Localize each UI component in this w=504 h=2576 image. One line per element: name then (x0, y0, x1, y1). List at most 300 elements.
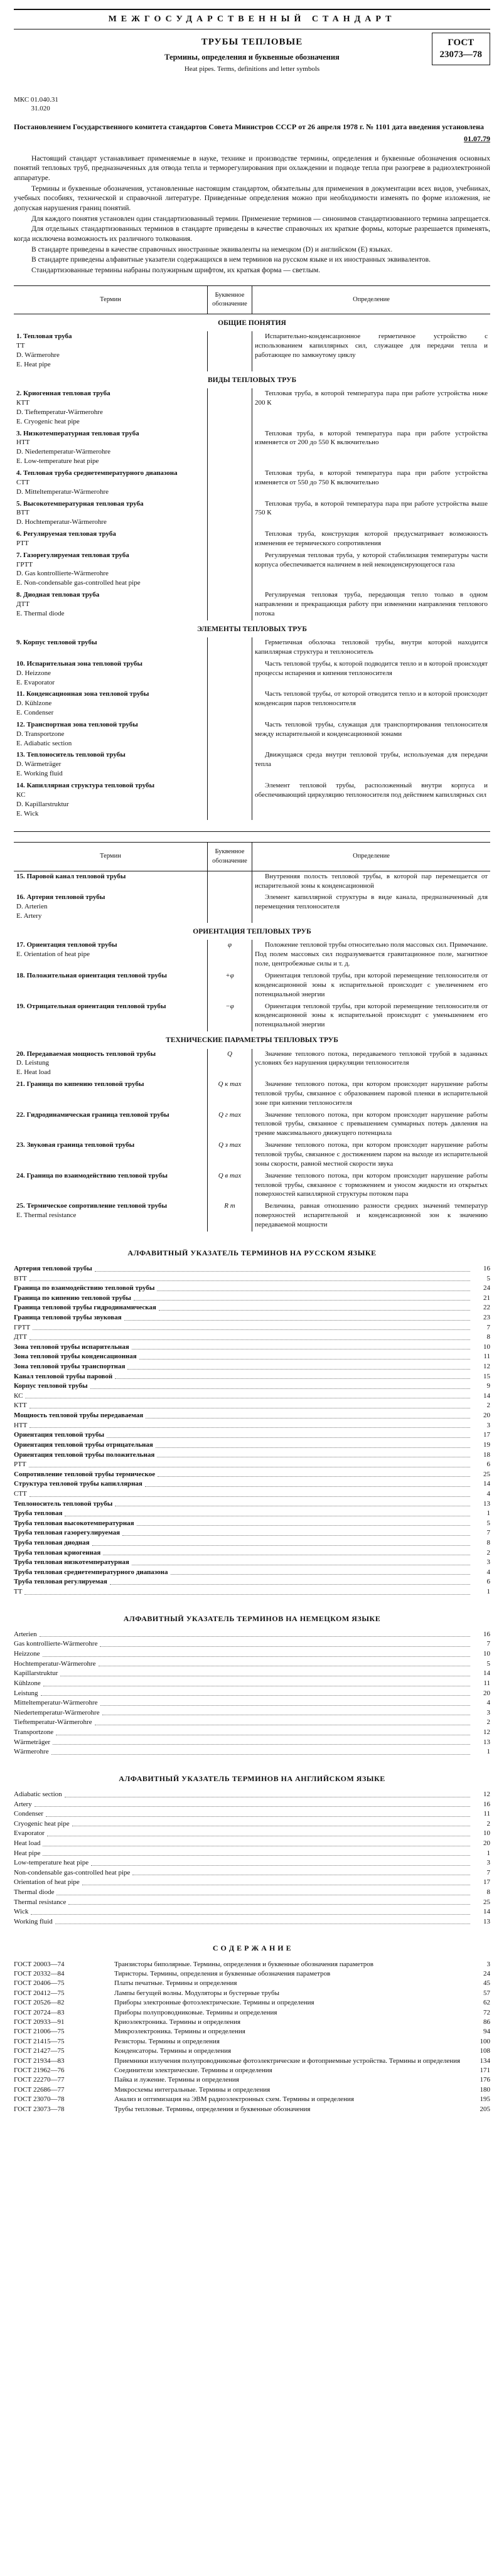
term-row (14, 468, 490, 499)
term-symbol (208, 780, 252, 820)
mks-line: МКС 01.040.31 (14, 95, 58, 104)
leader-dots (171, 1568, 471, 1575)
index-term: Cryogenic heat pipe (14, 1819, 70, 1828)
term-name: 1. Тепловая труба (16, 333, 72, 341)
index-list (14, 1264, 490, 1597)
leader-dots (157, 1450, 470, 1458)
term-equivalent: E. Condenser (16, 709, 54, 717)
index-german (14, 1614, 490, 1757)
index-entry (14, 1868, 490, 1878)
index-number: 4 (486, 1699, 490, 1707)
toc-entry (14, 2027, 490, 2036)
index-number: 8 (486, 1333, 490, 1341)
index-term: Heizzone (14, 1650, 40, 1658)
toc-entry (14, 2046, 490, 2056)
term-name: 21. Граница по кипению тепловой трубы (16, 1080, 144, 1088)
term-definition: Движущаяся среда внутри тепловой трубы, используемая для передачи тепла (255, 751, 488, 769)
leader-dots (43, 1679, 470, 1686)
terms-table-continued (14, 842, 490, 1231)
toc-entry (14, 2075, 490, 2085)
toc-page: 180 (480, 2085, 490, 2094)
index-entry (14, 1819, 490, 1829)
leader-dots (100, 1698, 470, 1706)
term-equivalent: E. Cryogenic heat pipe (16, 417, 80, 425)
toc-entry (14, 2037, 490, 2046)
term-equivalent: D. Tieftemperatur-Wärmerohre (16, 408, 103, 416)
table-header-row (14, 285, 490, 314)
leader-dots (107, 1430, 470, 1438)
toc-description: Приборы полупроводниковые. Термины и определения (114, 2008, 277, 2016)
term-equivalent: ГРТТ (16, 560, 33, 568)
term-definition: Внутренняя полость тепловой трубы, в которой пар перемещается от испарительной зоны к конденсационной (255, 872, 488, 890)
term-equivalent: E. Evaporator (16, 678, 55, 686)
term-cell (14, 720, 208, 750)
index-number: 23 (483, 1313, 490, 1321)
index-number: 6 (486, 1578, 490, 1586)
term-cell (14, 1171, 208, 1201)
leader-dots (159, 1303, 470, 1311)
toc-description: Резисторы. Термины и определения (114, 2037, 220, 2045)
terms-table-body (14, 871, 490, 1232)
gost-designation (432, 33, 491, 65)
index-entry (14, 1352, 490, 1362)
index-entry (14, 1323, 490, 1333)
term-equivalent: E. Heat pipe (16, 360, 51, 368)
term-cell (14, 529, 208, 550)
term-definition: Значение теплового потока, при котором происходит нарушение работы тепловой трубы, связанное с образованием паровой пленки в испарительной зоне при кипении теплоносителя (255, 1080, 488, 1107)
index-entry (14, 1362, 490, 1372)
term-row (14, 1049, 490, 1080)
leader-dots (65, 1509, 470, 1516)
index-number: 4 (486, 1568, 490, 1576)
index-number: 12 (483, 1790, 490, 1798)
term-definition: Часть тепловой трубы, к которой подводится тепло и в которой происходят процессы испарения и кипения теплоносителя (255, 659, 488, 677)
term-equivalent: ВТТ (16, 509, 29, 517)
term-symbol (208, 590, 252, 620)
index-entry (14, 1708, 490, 1718)
index-entry (14, 1294, 490, 1304)
index-entry (14, 1538, 490, 1548)
term-symbol (208, 428, 252, 468)
index-term: Труба тепловая регулируемая (14, 1578, 107, 1586)
index-entry (14, 1587, 490, 1597)
term-name: 8. Диодная тепловая труба (16, 591, 100, 599)
toc-gost: ГОСТ 21415—75 (14, 2037, 65, 2045)
index-entry (14, 1499, 490, 1509)
term-cell (14, 659, 208, 689)
term-symbol (208, 871, 252, 892)
term-cell (14, 550, 208, 590)
term-definition: Часть тепловой трубы, от которой отводится тепло и в которой происходит конденсация паров теплоносителя (255, 690, 488, 708)
toc-page: 134 (480, 2057, 490, 2065)
document-subtitle-en: Heat pipes. Terms, definitions and letter symbols (184, 65, 320, 73)
term-symbol: Q в max (208, 1171, 252, 1201)
index-term: НТТ (14, 1421, 28, 1429)
index-entry (14, 1849, 490, 1859)
index-title: АЛФАВИТНЫЙ УКАЗАТЕЛЬ ТЕРМИНОВ НА АНГЛИЙСКОМ ЯЗЫКЕ (119, 1774, 385, 1783)
index-number: 11 (483, 1353, 490, 1361)
index-entry (14, 1858, 490, 1868)
term-row (14, 1171, 490, 1201)
leader-dots (60, 1669, 470, 1676)
leader-dots (68, 1898, 470, 1905)
term-symbol (208, 750, 252, 780)
leader-dots (115, 1499, 470, 1507)
index-term: Граница по кипению тепловой трубы (14, 1294, 131, 1302)
toc-entry (14, 2066, 490, 2075)
intro-paragraph: В стандарте приведены алфавитные указатели содержащихся в нем терминов на русском языке и их иностранных эквивалентов. (31, 255, 431, 264)
index-term: Arterien (14, 1630, 37, 1638)
term-row (14, 689, 490, 720)
index-term: Ориентация тепловой трубы (14, 1431, 105, 1439)
term-name: 5. Высокотемпературная тепловая труба (16, 499, 144, 508)
term-cell (14, 1049, 208, 1080)
index-term: Зона тепловой трубы испарительная (14, 1343, 129, 1351)
term-definition: Значение теплового потока, при котором происходит нарушение работы тепловой трубы, связанное с достижением паром на выходе из испарительной зоны скорости, равной местной скорости звука (255, 1141, 488, 1168)
term-definition: Ориентация тепловой трубы, при которой перемещение теплоносителя от конденсационной зоны к испарительной происходит с уменьшением его потенциальной энергии (255, 1002, 488, 1029)
introduction (14, 154, 490, 275)
term-row (14, 550, 490, 590)
term-name: 22. Гидродинамическая граница тепловой трубы (16, 1110, 169, 1119)
term-cell (14, 1140, 208, 1171)
index-term: Artery (14, 1800, 32, 1808)
index-entry (14, 1313, 490, 1323)
index-number: 25 (483, 1898, 490, 1906)
gost-number: 23073—78 (439, 49, 482, 60)
toc-page: 62 (483, 1999, 490, 2007)
term-row (14, 1079, 490, 1110)
leader-dots (102, 1708, 470, 1716)
index-number: 18 (483, 1450, 490, 1459)
term-row (14, 1110, 490, 1141)
index-number: 10 (483, 1650, 490, 1658)
toc-description: Тиристоры. Термины, определения и буквенные обозначения параметров (114, 1970, 331, 1978)
term-definition: Величина, равная отношению разности средних значений температур поверхностей испарительной и конденсационной зон к значению передаваемой мощности (255, 1202, 488, 1228)
leader-dots (146, 1411, 470, 1418)
toc-gost: ГОСТ 20724—83 (14, 2008, 65, 2016)
index-entry (14, 1381, 490, 1392)
intro-paragraph: Для отдельных стандартизованных терминов в стандарте приведены в качестве справочных их краткие формы, которые разрешается применять, когда исключена возможность их различного толкования. (14, 225, 490, 243)
toc-gost: ГОСТ 20412—75 (14, 1989, 65, 1997)
index-english (14, 1774, 490, 1927)
section-heading-row (14, 1031, 490, 1049)
index-entry (14, 1421, 490, 1431)
index-entry (14, 1917, 490, 1927)
toc-gost: ГОСТ 21006—75 (14, 2028, 65, 2036)
term-row (14, 720, 490, 750)
index-entry (14, 1401, 490, 1411)
toc-entry (14, 1960, 490, 1969)
index-number: 20 (483, 1689, 490, 1697)
index-term: Leistung (14, 1689, 38, 1697)
toc-entry (14, 2018, 490, 2027)
toc-description: Анализ и оптимизация на ЭВМ радиоэлектронных схем. Термины и определения (114, 2095, 354, 2104)
index-number: 6 (486, 1461, 490, 1469)
toc-page: 72 (483, 2008, 490, 2016)
index-entry (14, 1430, 490, 1440)
index-number: 3 (486, 1708, 490, 1716)
leader-dots (90, 1381, 470, 1389)
term-cell (14, 1001, 208, 1032)
toc-description: Платы печатные. Термины и определения (114, 1979, 237, 1988)
term-definition: Тепловая труба, в которой температура пара при работе устройства изменяется от 200 до 550 К включительно (255, 429, 488, 447)
term-equivalent: ТТ (16, 342, 25, 350)
index-entry (14, 1489, 490, 1499)
term-symbol (208, 388, 252, 428)
index-title: АЛФАВИТНЫЙ УКАЗАТЕЛЬ ТЕРМИНОВ НА РУССКОМ ЯЗЫКЕ (127, 1248, 377, 1257)
leader-dots (110, 1577, 470, 1585)
term-equivalent: D. Niedertemperatur-Wärmerohre (16, 448, 111, 456)
leader-dots (132, 1558, 470, 1565)
term-equivalent: D. Leistung (16, 1059, 49, 1067)
term-equivalent: D. Arterien (16, 903, 48, 911)
term-row (14, 1140, 490, 1171)
index-entry (14, 1689, 490, 1699)
term-equivalent: E. Heat load (16, 1068, 51, 1077)
leader-dots (56, 1728, 470, 1735)
toc-gost: ГОСТ 20003—74 (14, 1960, 65, 1968)
term-name: 23. Звуковая граница тепловой трубы (16, 1141, 135, 1149)
index-entry (14, 1284, 490, 1294)
term-symbol: Q к max (208, 1079, 252, 1110)
index-entry (14, 1669, 490, 1679)
term-equivalent: E. Wick (16, 809, 39, 817)
toc-gost: ГОСТ 20406—75 (14, 1979, 65, 1988)
index-entry (14, 1274, 490, 1284)
decree-text: Постановлением Государственного комитета стандартов Совета Министров СССР от 26 апреля 1978 г. № 1101 дата введения установлена (14, 122, 485, 132)
toc-page: 195 (480, 2095, 490, 2104)
index-number: 13 (483, 1738, 490, 1746)
toc-page: 45 (483, 1979, 490, 1988)
toc-page: 108 (480, 2047, 490, 2055)
term-equivalent: E. Artery (16, 912, 42, 920)
term-cell (14, 331, 208, 371)
index-number: 10 (483, 1343, 490, 1351)
section-heading: ТЕХНИЧЕСКИЕ ПАРАМЕТРЫ ТЕПЛОВЫХ ТРУБ (166, 1036, 338, 1045)
term-definition: Значение теплового потока, при котором происходит нарушение работы тепловой трубы, связанное с превышением суммарных потерь давления на трение максимального движущего потенциала (255, 1110, 488, 1137)
toc-page: 100 (480, 2037, 490, 2045)
leader-dots (124, 1313, 470, 1321)
toc-gost: ГОСТ 21934—83 (14, 2057, 65, 2065)
term-definition: Тепловая труба, конструкция которой предусматривает возможность изменения ее термического сопротивления (255, 530, 488, 547)
index-number: 17 (483, 1431, 490, 1439)
toc-page: 3 (486, 1960, 490, 1968)
term-symbol: −φ (208, 1001, 252, 1032)
term-name: 3. Низкотемпературная тепловая труба (16, 429, 139, 437)
toc-entry (14, 1969, 490, 1979)
term-equivalent: D. Kühlzone (16, 700, 52, 708)
document-subtitle: Термины, определения и буквенные обозначения (164, 53, 340, 62)
index-number: 11 (483, 1810, 490, 1818)
term-cell (14, 940, 208, 971)
index-term: Труба тепловая среднетемпературного диапазона (14, 1568, 168, 1576)
toc-description: Микроэлектроника. Термины и определения (114, 2028, 245, 2036)
index-entry (14, 1460, 490, 1470)
term-equivalent: D. Transportzone (16, 730, 65, 738)
toc-entry (14, 2095, 490, 2104)
intro-paragraph: Настоящий стандарт устанавливает применяемые в науке, технике и производстве термины, определения и буквенные обозначения основных понятий тепловых труб, предназначенных для отвода тепла и терморегулирования при охлаждении и подводе тепла при разогреве в радиоэлектронной аппаратуре. (14, 154, 490, 183)
leader-dots (65, 1790, 470, 1797)
index-number: 2 (486, 1402, 490, 1410)
toc-page: 205 (480, 2105, 490, 2113)
index-term: Мощность тепловой трубы передаваемая (14, 1412, 144, 1420)
index-entry (14, 1333, 490, 1343)
term-equivalent: D. Mitteltemperatur-Wärmerohre (16, 487, 109, 496)
term-symbol (208, 659, 252, 689)
section-heading-row (14, 371, 490, 389)
index-term: Труба тепловая криогенная (14, 1548, 101, 1557)
index-term: Evaporator (14, 1829, 45, 1838)
index-term: Теплоноситель тепловой трубы (14, 1499, 113, 1508)
index-term: Артерия тепловой трубы (14, 1264, 92, 1272)
index-number: 1 (486, 1849, 490, 1857)
index-number: 3 (486, 1558, 490, 1567)
column-header-definition: Определение (252, 285, 491, 314)
index-entry (14, 1509, 490, 1519)
index-term: Kapillarstruktur (14, 1669, 58, 1678)
index-term: КТТ (14, 1402, 27, 1410)
toc-entry (14, 2105, 490, 2114)
term-cell (14, 1079, 208, 1110)
toc-title: С О Д Е Р Ж А Н И Е (212, 1944, 292, 1953)
section-heading: ВИДЫ ТЕПЛОВЫХ ТРУБ (207, 376, 297, 384)
index-number: 1 (486, 1509, 490, 1518)
leader-dots (158, 1470, 470, 1477)
term-definition: Герметичная оболочка тепловой трубы, внутри которой находится капиллярная структура и теплоноситель (255, 639, 488, 656)
index-term: Корпус тепловой трубы (14, 1382, 88, 1390)
index-term: Condenser (14, 1810, 44, 1818)
index-term: Сопротивление тепловой трубы термическое (14, 1470, 156, 1478)
index-term: Heat load (14, 1839, 41, 1847)
index-term: Hochtemperatur-Wärmerohre (14, 1659, 96, 1668)
index-entry (14, 1343, 490, 1353)
index-entry (14, 1907, 490, 1917)
index-number: 16 (483, 1264, 490, 1272)
index-entry (14, 1411, 490, 1421)
index-entry (14, 1303, 490, 1313)
term-name: 14. Капиллярная структура тепловой трубы (16, 782, 155, 789)
toc-description: Пайка и лужение. Термины и определения (114, 2076, 239, 2084)
index-number: 20 (483, 1412, 490, 1420)
term-cell (14, 428, 208, 468)
index-entry (14, 1649, 490, 1659)
term-row (14, 780, 490, 820)
index-entry (14, 1630, 490, 1640)
index-term: Труба тепловая газорегулируемая (14, 1529, 121, 1537)
term-definition: Положение тепловой трубы относительно поля массовых сил. Примечание. Под полем массовых сил подразумевается гравитационное поле, магнитное поле, центробежные силы и т. д. (255, 941, 488, 968)
terms-table (14, 285, 490, 821)
leader-dots (72, 1819, 470, 1827)
term-symbol (208, 637, 252, 659)
index-number: 14 (483, 1669, 490, 1678)
toc-entry (14, 1979, 490, 1988)
leader-dots (47, 1829, 470, 1836)
term-row (14, 892, 490, 923)
index-number: 24 (483, 1284, 490, 1292)
index-entry (14, 1800, 490, 1810)
intro-paragraph: Стандартизованные термины набраны полужирным шрифтом, их краткая форма — светлым. (31, 265, 321, 274)
term-equivalent: D. Heizzone (16, 669, 51, 677)
index-term: Transportzone (14, 1728, 54, 1736)
index-number: 15 (483, 1372, 490, 1380)
term-name: 25. Термическое сопротивление тепловой трубы (16, 1202, 168, 1210)
term-equivalent: D. Wärmeträger (16, 760, 62, 769)
index-title: АЛФАВИТНЫЙ УКАЗАТЕЛЬ ТЕРМИНОВ НА НЕМЕЦКОМ ЯЗЫКЕ (123, 1614, 381, 1623)
term-name: 19. Отрицательная ориентация тепловой трубы (16, 1002, 166, 1010)
index-entry (14, 1519, 490, 1529)
table-header-row (14, 843, 490, 871)
term-definition: Испарительно-конденсационное герметичное устройство с использованием капиллярных сил, служащее для передачи тепла и работающее по замкнутому циклу (255, 333, 488, 359)
term-symbol (208, 499, 252, 530)
term-cell (14, 590, 208, 620)
toc-gost: ГОСТ 21427—75 (14, 2047, 65, 2055)
index-number: 1 (486, 1748, 490, 1756)
toc-description: Криоэлектроника. Термины и определения (114, 2018, 241, 2026)
index-term: Канал тепловой трубы паровой (14, 1372, 113, 1380)
leader-dots (122, 1528, 470, 1536)
index-number: 11 (483, 1679, 490, 1687)
index-number: 17 (483, 1878, 490, 1887)
column-header-symbol: Буквенное обозначение (208, 285, 252, 314)
index-term: КС (14, 1392, 23, 1400)
index-term: Thermal diode (14, 1888, 55, 1897)
term-definition: Значение теплового потока, передаваемого тепловой трубой в заданных условиях без нарушения циркуляции теплоносителя (255, 1050, 488, 1067)
term-symbol (208, 720, 252, 750)
leader-dots (56, 1888, 470, 1895)
leader-dots (157, 1284, 470, 1291)
decree-date: 01.07.79 (464, 134, 490, 143)
standard-banner: МЕЖГОСУДАРСТВЕННЫЙ СТАНДАРТ (14, 9, 490, 29)
leader-dots (29, 1421, 470, 1429)
index-entry (14, 1568, 490, 1578)
intro-paragraph: Термины и буквенные обозначения, установленные настоящим стандартом, обязательны для применения в документации всех видов, учебниках, учебных пособиях, технической и справочной литературе. Приведенные определения можно при необходимости изменять по форме изложения, не допуская нарушения границ понятий. (14, 184, 490, 213)
term-row (14, 590, 490, 620)
term-cell (14, 499, 208, 530)
term-name: 11. Конденсационная зона тепловой трубы (16, 690, 149, 698)
index-term: Граница по взаимодействию тепловой трубы (14, 1284, 155, 1292)
index-term: Труба тепловая диодная (14, 1539, 90, 1546)
leader-dots (132, 1343, 470, 1350)
term-equivalent: E. Thermal resistance (16, 1211, 77, 1220)
term-name: 13. Теплоноситель тепловой трубы (16, 751, 126, 759)
term-equivalent: E. Low-temperature heat pipe (16, 457, 99, 466)
term-symbol (208, 892, 252, 923)
leader-dots (40, 1630, 470, 1637)
term-row (14, 1201, 490, 1232)
index-number: 10 (483, 1829, 490, 1838)
index-number: 7 (486, 1640, 490, 1648)
term-name: 16. Артерия тепловой трубы (16, 893, 105, 902)
term-symbol (208, 550, 252, 590)
index-entry (14, 1898, 490, 1908)
index-entry (14, 1829, 490, 1839)
section-heading: ЭЛЕМЕНТЫ ТЕПЛОВЫХ ТРУБ (196, 625, 307, 633)
index-entry (14, 1839, 490, 1849)
index-term: РТТ (14, 1461, 26, 1469)
leader-dots (46, 1809, 470, 1817)
index-term: ГРТТ (14, 1323, 31, 1331)
index-entry (14, 1790, 490, 1800)
toc-gost: ГОСТ 20526—82 (14, 1999, 65, 2007)
term-symbol: Q г max (208, 1110, 252, 1141)
index-number: 5 (486, 1659, 490, 1668)
term-definition: Элемент капиллярной структуры в виде канала, предназначенный для перемещения теплоносителя (255, 893, 488, 911)
index-entry (14, 1718, 490, 1728)
index-term: Low-temperature heat pipe (14, 1859, 89, 1867)
column-header-term: Термин (14, 285, 208, 314)
index-number: 2 (486, 1548, 490, 1557)
index-number: 12 (483, 1728, 490, 1736)
